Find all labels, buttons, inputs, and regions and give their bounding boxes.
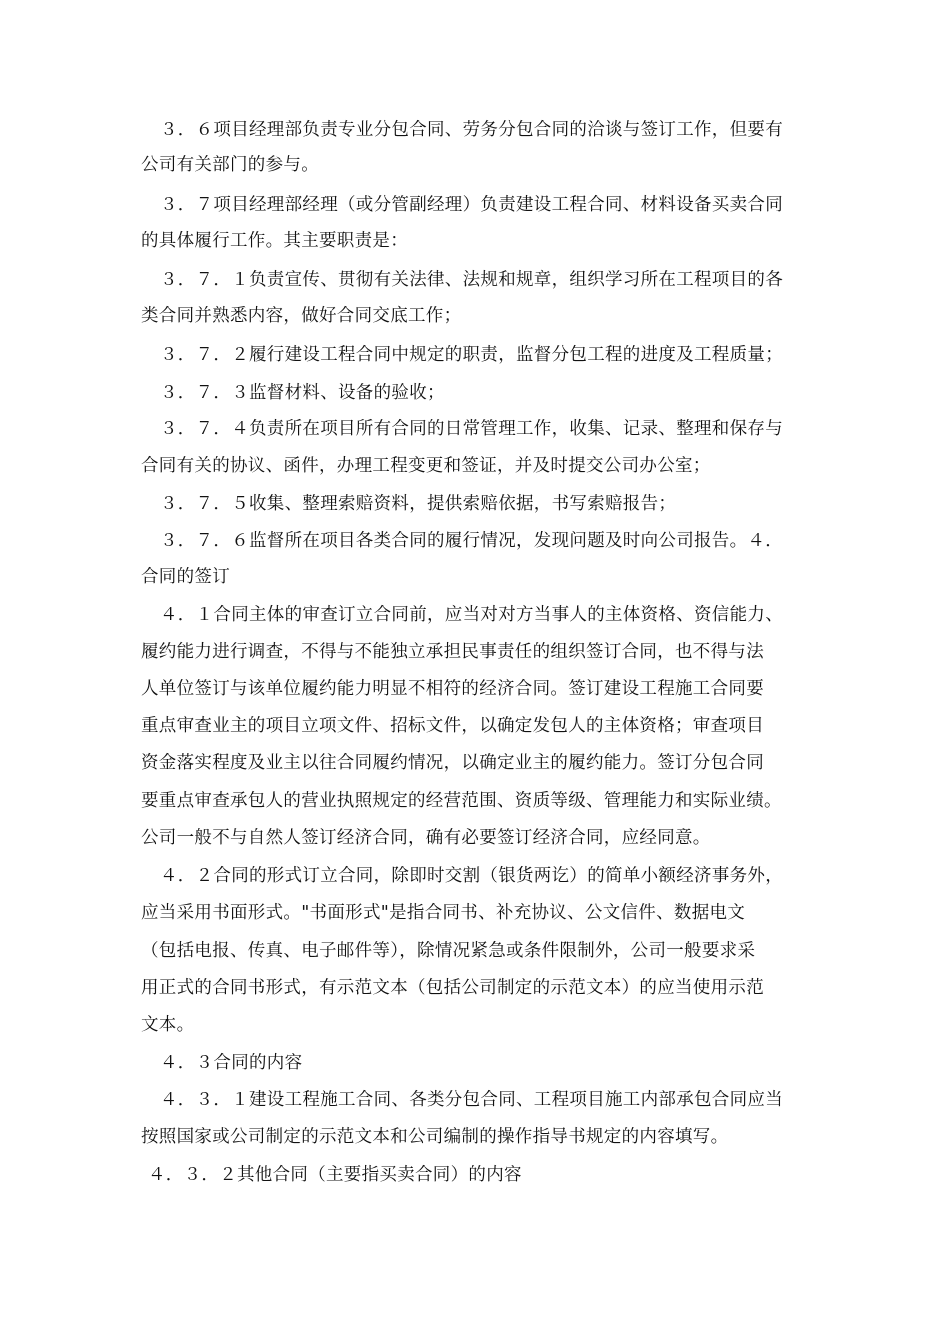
section-4-3-heading: ４．３合同的内容 [160, 1053, 303, 1073]
paragraph-4-1-line-7: 公司一般不与自然人签订经济合同，确有必要签订经济合同，应经同意。 [141, 828, 711, 848]
paragraph-4-1-line-4: 重点审查业主的项目立项文件、招标文件，以确定发包人的主体资格；审查项目 [141, 716, 764, 736]
paragraph-4-1-line-2: 履约能力进行调查，不得与不能独立承担民事责任的组织签订合同，也不得与法 [141, 642, 764, 662]
paragraph-4-1-line-5: 资金落实程度及业主以往合同履约情况，以确定业主的履约能力。签订分包合同 [141, 753, 764, 773]
paragraph-4-3-1-line-1: ４．３．１建设工程施工合同、各类分包合同、工程项目施工内部承包合同应当 [160, 1090, 783, 1110]
paragraph-4-2-line-4: 用正式的合同书形式，有示范文本（包括公司制定的示范文本）的应当使用示范 [141, 978, 764, 998]
paragraph-4-2-line-1: ４．２合同的形式订立合同，除即时交割（银货两讫）的简单小额经济事务外， [160, 866, 783, 886]
paragraph-4-1-line-6: 要重点审查承包人的营业执照规定的经营范围、资质等级、管理能力和实际业绩。 [141, 791, 782, 811]
paragraph-4-2-line-5: 文本。 [141, 1015, 195, 1035]
paragraph-3-7-1-line-1: ３．７．１负责宣传、贯彻有关法律、法规和规章，组织学习所在工程项目的各 [160, 270, 783, 290]
paragraph-4-2-line-2: 应当采用书面形式。"书面形式"是指合同书、补充协议、公文信件、数据电文 [141, 903, 746, 923]
paragraph-3-7-1-line-2: 类合同并熟悉内容，做好合同交底工作； [141, 306, 462, 326]
paragraph-4-2-line-3: （包括电报、传真、电子邮件等），除情况紧急或条件限制外，公司一般要求采 [141, 941, 756, 961]
paragraph-4-3-2: ４．３．２其他合同（主要指买卖合同）的内容 [148, 1165, 522, 1185]
paragraph-3-6-line-1: ３．６项目经理部负责专业分包合同、劳务分包合同的洽谈与签订工作，但要有 [160, 120, 783, 140]
paragraph-4-3-1-line-2: 按照国家或公司制定的示范文本和公司编制的操作指导书规定的内容填写。 [141, 1127, 729, 1147]
paragraph-3-7-6-line-1: ３．７．６监督所在项目各类合同的履行情况，发现问题及时向公司报告。４． [160, 531, 783, 551]
paragraph-3-6-line-2: 公司有关部门的参与。 [141, 155, 319, 175]
paragraph-3-7-4-line-2: 合同有关的协议、函件，办理工程变更和签证，并及时提交公司办公室； [141, 456, 711, 476]
paragraph-3-7-3: ３．７．３监督材料、设备的验收； [160, 383, 445, 403]
paragraph-3-7-line-1: ３．７项目经理部经理（或分管副经理）负责建设工程合同、材料设备买卖合同 [160, 195, 783, 215]
paragraph-4-1-line-1: ４．１合同主体的审查订立合同前，应当对对方当事人的主体资格、资信能力、 [160, 605, 783, 625]
paragraph-3-7-line-2: 的具体履行工作。其主要职责是： [141, 231, 408, 251]
section-4-heading: 合同的签订 [141, 567, 230, 587]
paragraph-4-1-line-3: 人单位签订与该单位履约能力明显不相符的经济合同。签订建设工程施工合同要 [141, 679, 764, 699]
paragraph-3-7-2: ３．７．２履行建设工程合同中规定的职责，监督分包工程的进度及工程质量； [160, 345, 783, 365]
paragraph-3-7-5: ３．７．５收集、整理索赔资料，提供索赔依据，书写索赔报告； [160, 494, 677, 514]
paragraph-3-7-4-line-1: ３．７．４负责所在项目所有合同的日常管理工作，收集、记录、整理和保存与 [160, 419, 783, 439]
